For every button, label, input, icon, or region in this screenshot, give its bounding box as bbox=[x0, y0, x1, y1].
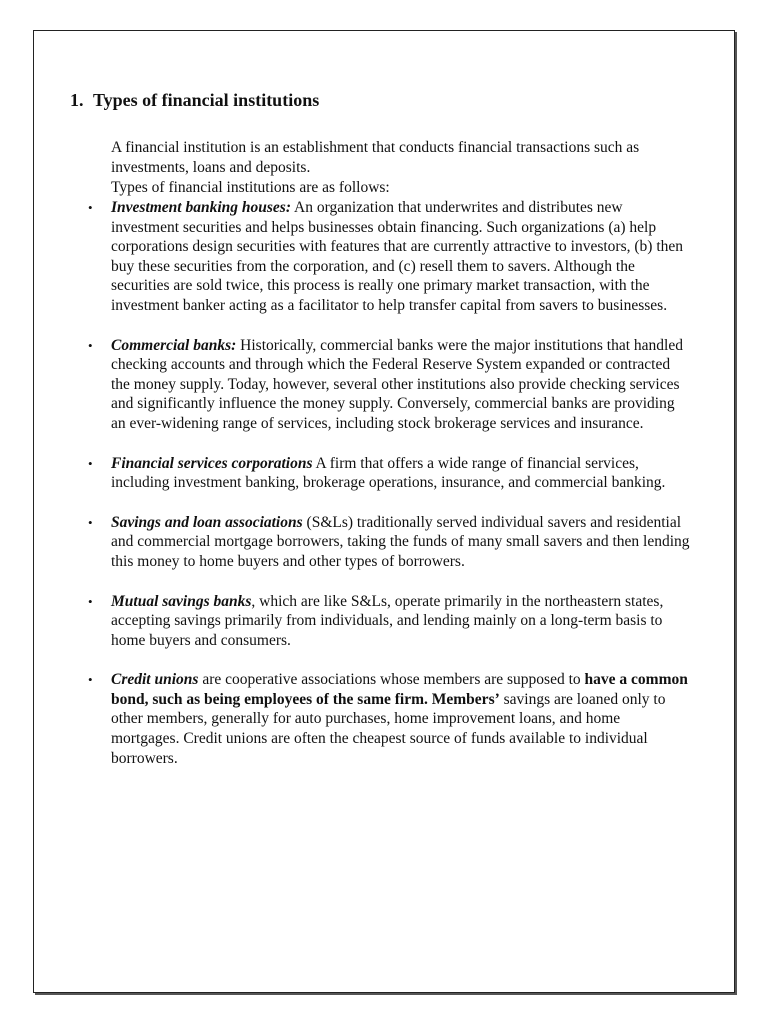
bullet-icon: • bbox=[88, 672, 93, 688]
item-text: (S&Ls) traditionally served individual savers and residential and commercial mortgage borrowers, taking the funds of many small savers and then lending this money to home buyers and other types of borrowers. bbox=[111, 513, 690, 570]
section-heading bbox=[70, 88, 690, 112]
bullet-icon: • bbox=[88, 593, 93, 609]
section-number: 1. bbox=[70, 90, 84, 110]
intro-paragraph bbox=[111, 138, 690, 198]
item-term: Financial services corporations bbox=[111, 454, 313, 472]
item-term: Mutual savings banks bbox=[111, 592, 252, 610]
item-text-bold: have a common bond, such as being employees of the same firm. Members’ bbox=[111, 671, 688, 708]
item-text: An organization that underwrites and distributes new investment securities and helps businesses obtain financing. Such organizations (a) help corporations design securities with features that are currently attractive to investors, (b) then buy these securities from the corporation, and (c) resell them to savers. Although the securities are sold twice, this process is really one primary market transaction, with the investment banker acting as a facilitator to help transfer capital from savers to businesses. bbox=[111, 199, 684, 314]
item-text: A firm that offers a wide range of financial services, including investment banking, brokerage operations, insurance, and commercial banking. bbox=[111, 454, 666, 492]
list-item-savings-and-loan bbox=[88, 513, 690, 572]
item-term: Credit unions bbox=[111, 671, 199, 689]
institution-list bbox=[70, 198, 690, 768]
list-item-commercial-banks bbox=[88, 336, 690, 434]
bullet-icon: • bbox=[88, 455, 93, 471]
bullet-icon: • bbox=[88, 514, 93, 530]
list-item-financial-services bbox=[88, 454, 690, 493]
document-body bbox=[70, 88, 690, 788]
item-text: are cooperative associations whose members are supposed to bbox=[198, 671, 585, 689]
bullet-icon: • bbox=[88, 337, 93, 353]
item-term: Commercial banks: bbox=[111, 336, 237, 354]
item-text: , which are like S&Ls, operate primarily in the northeastern states, accepting savings primarily from individuals, and lending mainly on a long-term basis to home buyers and consumers. bbox=[111, 592, 664, 649]
item-text: Historically, commercial banks were the major institutions that handled checking accounts and through which the Federal Reserve System expanded or contracted the money supply. Today, however, several other institutions also provide checking services and significantly influence the money supply. Conversely, commercial banks are providing an ever-widening range of services, including stock brokerage services and insurance. bbox=[111, 336, 683, 432]
bullet-icon: • bbox=[88, 200, 93, 215]
intro-definition: A financial institution is an establishment that conducts financial transactions such as investments, loans and deposits. bbox=[111, 139, 640, 176]
intro-lead-in: Types of financial institutions are as follows: bbox=[111, 179, 390, 196]
list-item-investment-banking bbox=[88, 198, 690, 316]
list-item-mutual-savings bbox=[88, 592, 690, 651]
item-term: Investment banking houses: bbox=[111, 199, 292, 216]
section-title: Types of financial institutions bbox=[93, 90, 320, 110]
item-text: savings are loaned only to other members, generally for auto purchases, home improvement loans, and home mortgages. Credit unions are often the cheapest source of funds available to individual borrowers. bbox=[111, 690, 666, 767]
list-item-credit-unions bbox=[88, 670, 690, 768]
item-term: Savings and loan associations bbox=[111, 513, 303, 531]
